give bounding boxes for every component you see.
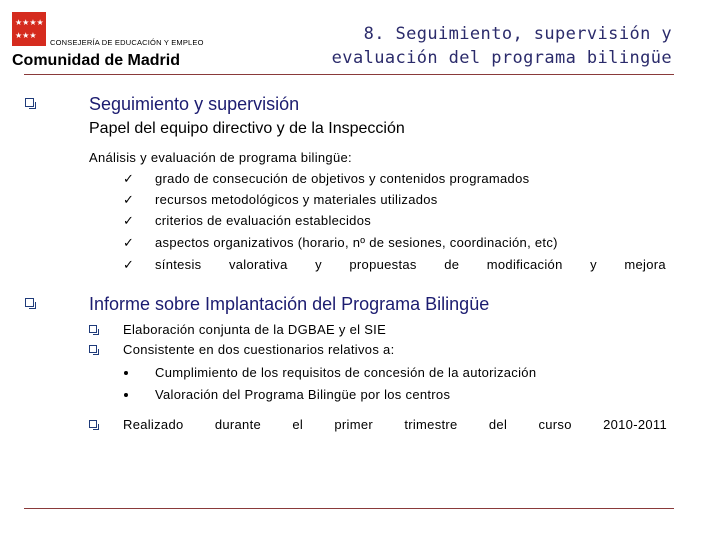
section1-heading: Seguimiento y supervisión (89, 94, 300, 114)
section2-item-1: Elaboración conjunta de la DGBAE y el SIE (123, 322, 387, 337)
word: y (315, 257, 322, 272)
checkmark-icon: ✓ (123, 235, 134, 250)
madrid-flag-icon: ★ ★ ★ ★ ★ ★ ★ (12, 12, 46, 46)
title-line-2: evaluación del programa bilingüe (331, 48, 672, 68)
slide-title (332, 22, 672, 70)
word: el (292, 417, 304, 432)
bullet-box-icon (89, 325, 97, 333)
word: primer (334, 417, 374, 432)
bullet-box-icon (25, 98, 34, 107)
section1-item-1: grado de consecución de objetivos y contenidos programados (155, 171, 530, 186)
checkmark-icon: ✓ (123, 171, 134, 186)
org-name: Comunidad de Madrid (12, 52, 180, 69)
section1-item-3: criterios de evaluación establecidos (155, 213, 372, 228)
word: mejora (624, 257, 666, 272)
bullet-box-icon (25, 298, 34, 307)
title-divider (24, 74, 674, 75)
word: propuestas (349, 257, 417, 272)
word: y (590, 257, 597, 272)
section2-item-2: Consistente en dos cuestionarios relativos a: (123, 342, 395, 357)
section1-subheading: Papel del equipo directivo y de la Inspección (89, 120, 405, 137)
section2-heading: Informe sobre Implantación del Programa Bilingüe (89, 294, 490, 314)
org-department: CONSEJERÍA DE EDUCACIÓN Y EMPLEO (50, 38, 204, 47)
bullet-dot-icon (124, 393, 128, 397)
word: trimestre (404, 417, 458, 432)
bullet-box-icon (89, 345, 97, 353)
checkmark-icon: ✓ (123, 213, 134, 228)
word: 2010-2011 (603, 417, 667, 432)
checkmark-icon: ✓ (123, 192, 134, 207)
section2-subitem-1: Cumplimiento de los requisitos de concesión de la autorización (155, 365, 537, 380)
word: de (444, 257, 460, 272)
comunidad-de-madrid-logo (12, 12, 222, 68)
word: curso (538, 417, 572, 432)
word: valorativa (228, 257, 288, 272)
word: del (488, 417, 508, 432)
word: Realizado (123, 417, 184, 432)
word: modificación (486, 257, 563, 272)
bullet-box-icon (89, 420, 97, 428)
word: síntesis (155, 257, 202, 272)
section1-item-2: recursos metodológicos y materiales utilizados (155, 192, 438, 207)
section1-item-4: aspectos organizativos (horario, nº de sesiones, coordinación, etc) (155, 235, 558, 250)
section1-intro: Análisis y evaluación de programa bilingüe: (89, 150, 352, 165)
title-line-1: 8. Seguimiento, supervisión y (363, 24, 672, 44)
bullet-dot-icon (124, 371, 128, 375)
section2-item-3 (123, 417, 667, 432)
section1-item-5 (155, 257, 666, 272)
footer-divider (24, 508, 674, 509)
section2-subitem-2: Valoración del Programa Bilingüe por los centros (155, 387, 451, 402)
checkmark-icon: ✓ (123, 257, 134, 272)
word: durante (214, 417, 262, 432)
